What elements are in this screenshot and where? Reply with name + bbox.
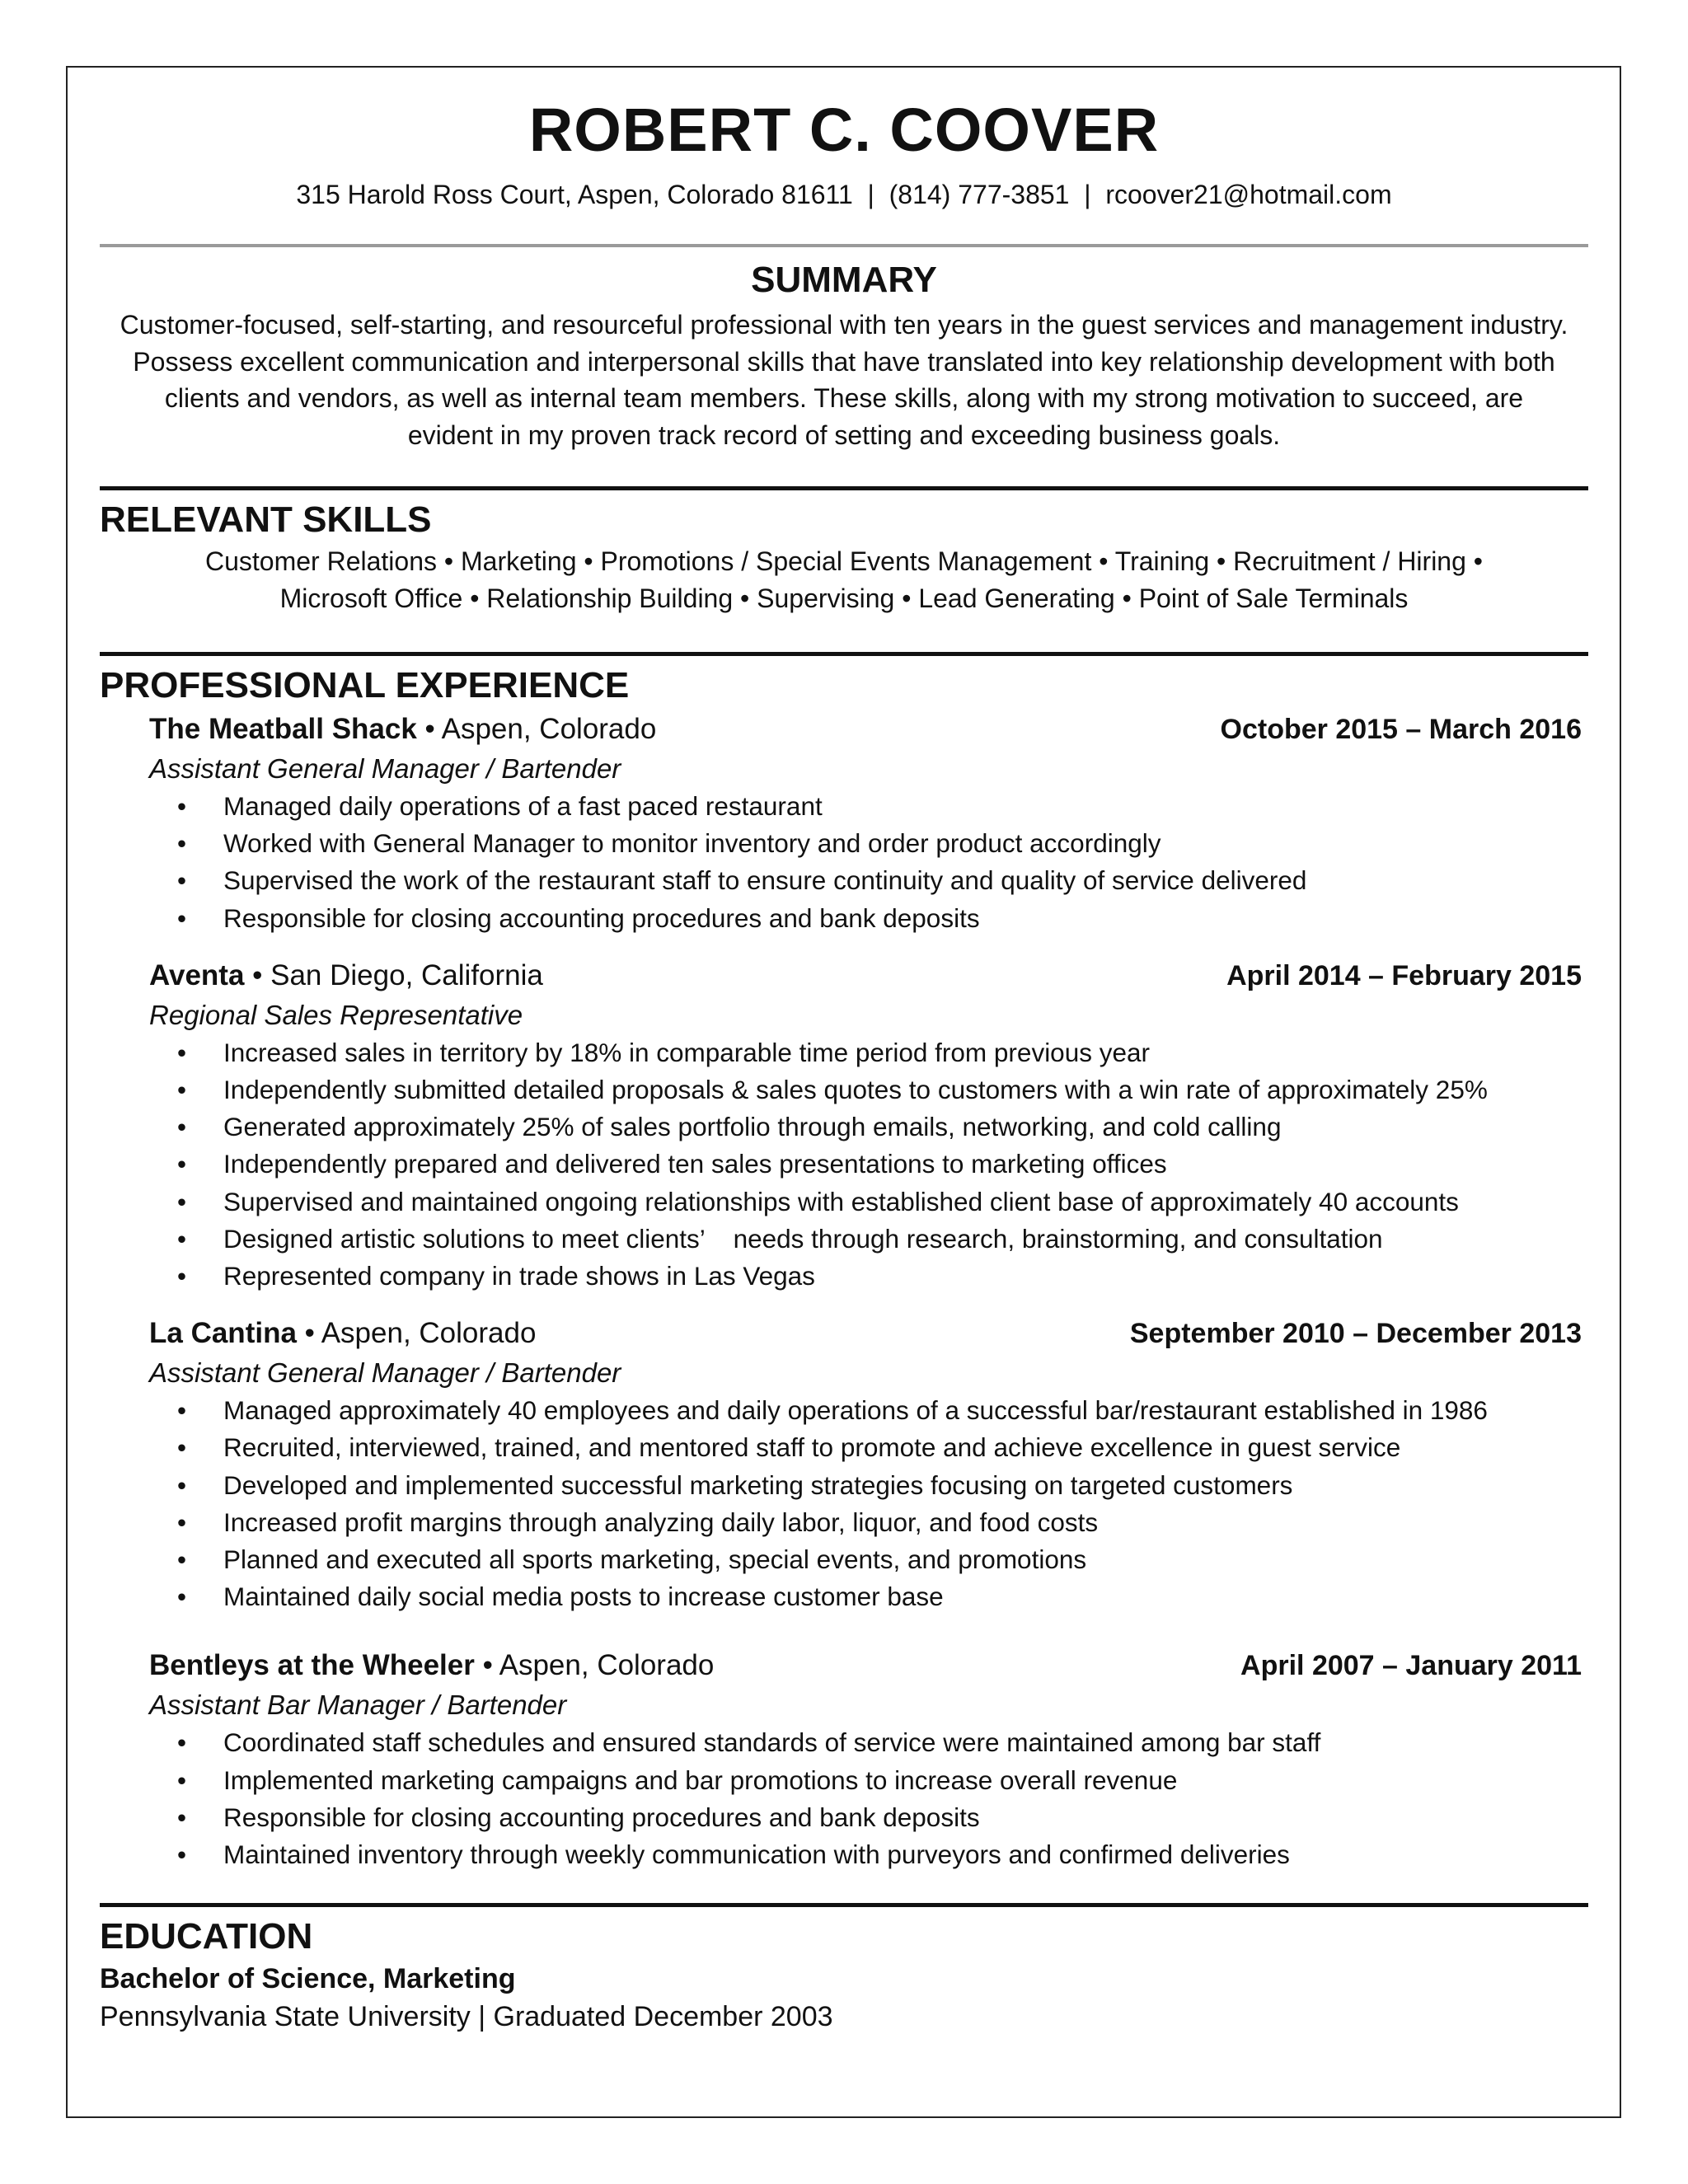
bullet-text: Recruited, interviewed, trained, and mentored staff to promote and achieve excellence in guest service (223, 1432, 1401, 1463)
section-divider (100, 652, 1588, 656)
job-header (149, 1313, 1582, 1354)
bullet-icon: • (177, 1727, 187, 1758)
bullet-item (149, 1762, 1582, 1799)
bullet-item (149, 1578, 1582, 1615)
bullet-icon: • (177, 1261, 187, 1291)
bullet-icon: • (177, 1802, 187, 1832)
skills-list (133, 543, 1555, 617)
bullet-icon: • (177, 1544, 187, 1575)
resume (100, 92, 1588, 2036)
bullet-icon: • (177, 902, 187, 933)
job-company: Bentleys at the Wheeler (149, 1649, 475, 1682)
bullet-item (149, 862, 1582, 899)
bullet-text: Maintained inventory through weekly communication with purveyors and confirmed deliveries (223, 1840, 1290, 1870)
bullet-text: Coordinated staff schedules and ensured standards of service were maintained among bar staff (223, 1727, 1321, 1758)
job-entry (149, 1645, 1582, 1873)
job-entry (149, 955, 1582, 1295)
bullet-text: Implemented marketing campaigns and bar promotions to increase overall revenue (223, 1765, 1178, 1795)
bullet-text: Represented company in trade shows in Las Vegas (223, 1261, 815, 1291)
summary-text: Customer-focused, self-starting, and resourceful professional with ten years in the guest services and management industry. Possess excellent communication and interpersonal skills that have translated into key relationship development with both clients and vendors, as well as internal team members. These skills, along with my strong motivation to succeed, are evident in my proven track record of setting and exceeding business goals. (120, 310, 1568, 450)
job-dates: April 2007 – January 2011 (1240, 1650, 1582, 1682)
job-location: San Diego, California (270, 958, 543, 991)
bullet-text: Increased profit margins through analyzing daily labor, liquor, and food costs (223, 1507, 1099, 1537)
job-company: Aventa (149, 958, 245, 991)
job-company-location: The Meatball Shack • Aspen, Colorado (149, 713, 657, 745)
bullet-icon: • (177, 791, 187, 821)
bullet-item (149, 1799, 1582, 1836)
bullet-icon: • (177, 1507, 187, 1537)
job-header (149, 955, 1582, 996)
bullet-text: Responsible for closing accounting procedures and bank deposits (223, 902, 980, 933)
header-divider (100, 244, 1588, 247)
education-degree: Bachelor of Science, Marketing (100, 1963, 516, 1995)
job-dates: September 2010 – December 2013 (1129, 1318, 1582, 1350)
bullet-icon: • (177, 1037, 187, 1067)
skills-line: Microsoft Office • Relationship Building • Supervising • Lead Generating • Point of Sale Terminals (279, 583, 1409, 613)
job-role: Assistant General Manager / Bartender (149, 753, 621, 784)
bullet-item (149, 1724, 1582, 1761)
bullet-icon: • (177, 1469, 187, 1500)
bullet-item (149, 1541, 1582, 1578)
bullet-icon: • (177, 1582, 187, 1612)
bullet-text: Maintained daily social media posts to increase customer base (223, 1582, 944, 1612)
bullet-item (149, 825, 1582, 862)
bullet-text: Developed and implemented successful marketing strategies focusing on targeted customers (223, 1469, 1293, 1500)
job-role: Regional Sales Representative (149, 999, 523, 1030)
education-school: Pennsylvania State University | Graduated December 2003 (100, 2001, 833, 2033)
job-header (149, 709, 1582, 750)
bullet-text: Increased sales in territory by 18% in comparable time period from previous year (223, 1037, 1151, 1067)
bullet-item (149, 1146, 1582, 1183)
bullet-icon: • (177, 1223, 187, 1254)
job-role: Assistant Bar Manager / Bartender (149, 1690, 567, 1721)
job-location: Aspen, Colorado (321, 1317, 537, 1350)
bullet-item (149, 1071, 1582, 1108)
bullet-item (149, 1108, 1582, 1146)
summary-heading: SUMMARY (751, 260, 937, 300)
job-bullets (149, 1392, 1582, 1615)
bullet-item (149, 1183, 1582, 1221)
section-divider (100, 1903, 1588, 1907)
bullet-icon: • (177, 1765, 187, 1795)
bullet-item (149, 1392, 1582, 1429)
bullet-text: Independently prepared and delivered ten sales presentations to marketing offices (223, 1149, 1167, 1179)
job-company: La Cantina (149, 1317, 297, 1350)
job-header (149, 1645, 1582, 1686)
bullet-item (149, 1467, 1582, 1504)
bullet-icon: • (177, 1075, 187, 1105)
job-role: Assistant General Manager / Bartender (149, 1357, 621, 1389)
job-location: Aspen, Colorado (499, 1649, 715, 1682)
candidate-name: ROBERT C. COOVER (528, 96, 1160, 164)
job-bullets (149, 1034, 1582, 1295)
bullet-text: Managed daily operations of a fast paced restaurant (223, 791, 823, 821)
bullet-item (149, 1221, 1582, 1258)
section-divider (100, 486, 1588, 490)
bullet-item (149, 1429, 1582, 1466)
bullet-item (149, 1034, 1582, 1071)
bullet-text: Designed artistic solutions to meet clients’ needs through research, brainstorming, and consultation (223, 1223, 1383, 1254)
job-bullets (149, 788, 1582, 937)
job-location: Aspen, Colorado (441, 713, 657, 745)
bullet-icon: • (177, 828, 187, 859)
resume-header (100, 92, 1588, 213)
job-company-location: Bentleys at the Wheeler • Aspen, Colorado (149, 1649, 715, 1682)
bullet-item (149, 1836, 1582, 1873)
bullet-text: Planned and executed all sports marketing, special events, and promotions (223, 1544, 1087, 1575)
bullet-item (149, 788, 1582, 825)
job-company-location: La Cantina • Aspen, Colorado (149, 1317, 537, 1350)
bullet-item (149, 1258, 1582, 1295)
experience-heading: PROFESSIONAL EXPERIENCE (100, 665, 630, 705)
bullet-text: Generated approximately 25% of sales portfolio through emails, networking, and cold calling (223, 1112, 1282, 1142)
bullet-icon: • (177, 1112, 187, 1142)
bullet-text: Responsible for closing accounting procedures and bank deposits (223, 1802, 980, 1832)
bullet-text: Supervised and maintained ongoing relationships with established client base of approximately 40 accounts (223, 1186, 1459, 1216)
bullet-icon: • (177, 1395, 187, 1426)
contact-line: 315 Harold Ross Court, Aspen, Colorado 81611 | (814) 777-3851 | rcoover21@hotmail.com (296, 180, 1392, 209)
education-section (100, 1914, 1588, 2036)
job-company: The Meatball Shack (149, 713, 417, 745)
education-heading: EDUCATION (100, 1916, 313, 1957)
summary-section (100, 257, 1588, 453)
job-entry (149, 709, 1582, 937)
bullet-text: Independently submitted detailed proposals & sales quotes to customers with a win rate of approximately 25% (223, 1075, 1488, 1105)
job-dates: October 2015 – March 2016 (1220, 714, 1582, 745)
bullet-item (149, 900, 1582, 937)
job-dates: April 2014 – February 2015 (1226, 959, 1582, 991)
bullet-icon: • (177, 1186, 187, 1216)
job-entry (149, 1313, 1582, 1615)
job-bullets (149, 1724, 1582, 1873)
experience-section (100, 663, 1588, 1873)
bullet-text: Supervised the work of the restaurant staff to ensure continuity and quality of service delivered (223, 865, 1307, 896)
bullet-icon: • (177, 1840, 187, 1870)
bullet-text: Managed approximately 40 employees and daily operations of a successful bar/restaurant established in 1986 (223, 1395, 1488, 1426)
job-company-location: Aventa • San Diego, California (149, 958, 543, 991)
bullet-text: Worked with General Manager to monitor inventory and order product accordingly (223, 828, 1161, 859)
bullet-icon: • (177, 1149, 187, 1179)
skills-heading: RELEVANT SKILLS (100, 499, 432, 540)
skills-line: Customer Relations • Marketing • Promotions / Special Events Management • Training • Recruitment / Hiring • (205, 546, 1483, 576)
skills-section (100, 497, 1588, 617)
bullet-item (149, 1504, 1582, 1541)
bullet-icon: • (177, 865, 187, 896)
bullet-icon: • (177, 1432, 187, 1463)
